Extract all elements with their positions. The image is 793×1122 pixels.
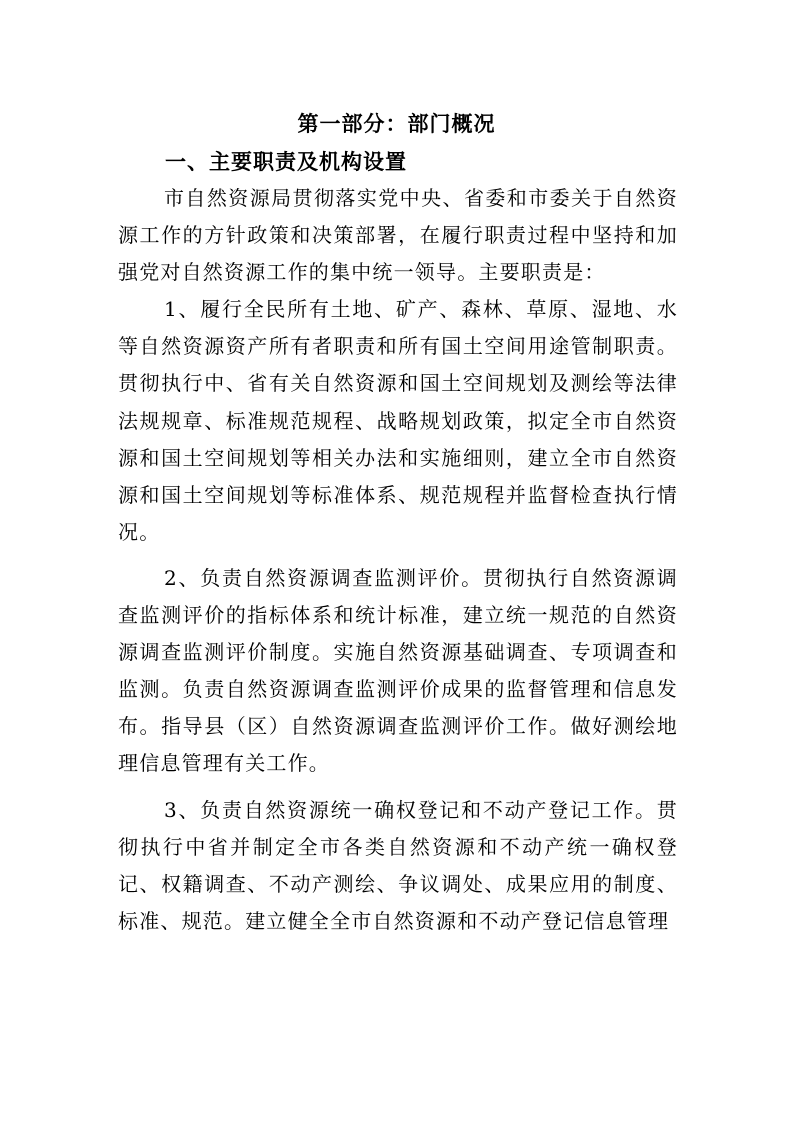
section-heading: 一、主要职责及机构设置 xyxy=(165,150,407,174)
page-title: 第一部分：部门概况 xyxy=(297,112,496,136)
paragraph-duty-2: 2、负责自然资源调查监测评价。贯彻执行自然资源调查监测评价的指标体系和统计标准，建立统一规范的自然资源调查监测评价制度。实施自然资源基础调查、专项调查和监测。负责自然资源调查监测评价成果的监督管理和信息发布。指导县（区）自然资源调查监测评价工作。做好测绘地理信息管理有关工作。 xyxy=(118,565,678,776)
paragraph-duty-1: 1、履行全民所有土地、矿产、森林、草原、湿地、水等自然资源资产所有者职责和所有国土空间用途管制职责。贯彻执行中、省有关自然资源和国土空间规划及测绘等法律法规规章、标准规范规程、战略规划政策，拟定全市自然资源和国土空间规划等相关办法和实施细则，建立全市自然资源和国土空间规划等标准体系、规范规程并监督检查执行情况。 xyxy=(118,297,678,544)
document-body xyxy=(118,180,678,940)
paragraph-intro: 市自然资源局贯彻落实党中央、省委和市委关于自然资源工作的方针政策和决策部署，在履行职责过程中坚持和加强党对自然资源工作的集中统一领导。主要职责是： xyxy=(118,186,678,285)
paragraph-duty-3: 3、负责自然资源统一确权登记和不动产登记工作。贯彻执行中省并制定全市各类自然资源和不动产统一确权登记、权籍调查、不动产测绘、争议调处、成果应用的制度、标准、规范。建立健全全市自然资源和不动产登记信息管理 xyxy=(118,797,678,933)
